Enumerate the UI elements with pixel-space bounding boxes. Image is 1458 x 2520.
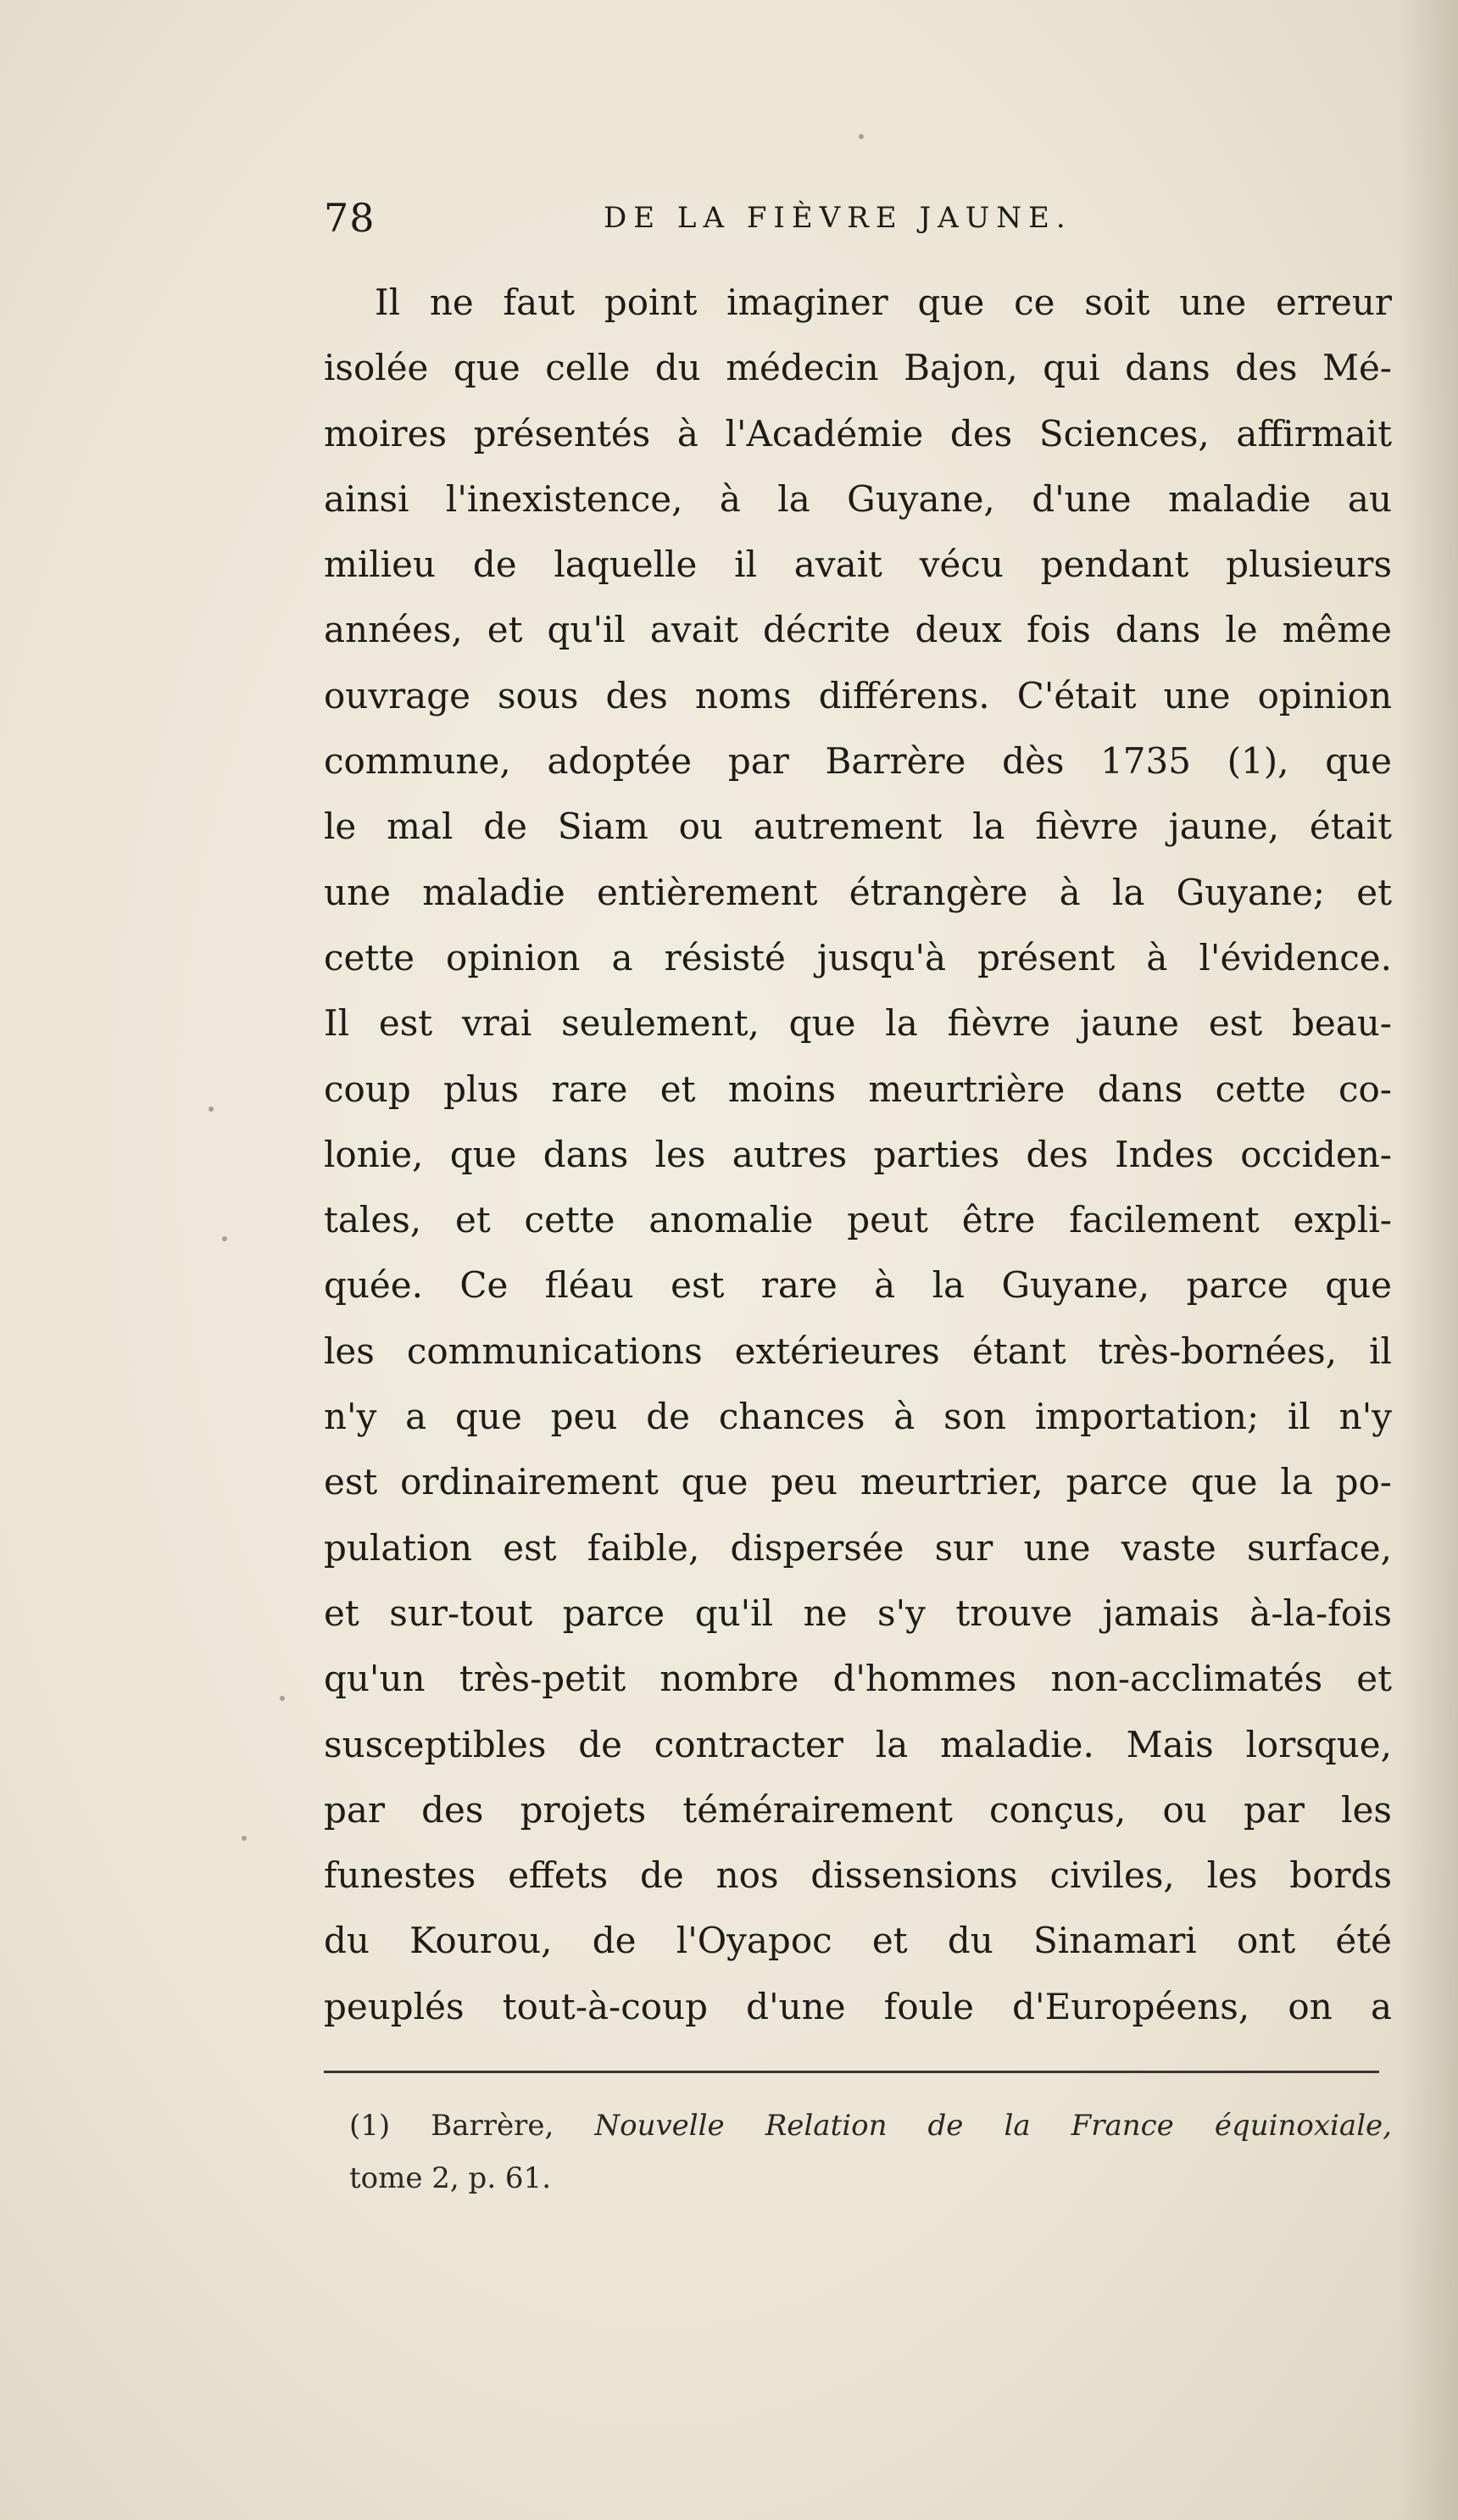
text-line: Il ne faut point imaginer que ce soit une erreur	[375, 282, 1392, 323]
text-line: moires présentés à l'Académie des Sciences, affirmait	[324, 412, 1392, 454]
page-edge-shadow	[1399, 0, 1458, 2520]
text-line: le mal de Siam ou autrement la fièvre jaune, était	[324, 806, 1392, 848]
running-head	[324, 188, 1392, 248]
paper-speck	[280, 1696, 285, 1701]
footnote	[349, 2099, 1392, 2205]
text-line: lonie, que dans les autres parties des Indes occiden-	[324, 1133, 1392, 1175]
text-line: est ordinairement que peu meurtrier, parce que la po-	[324, 1461, 1392, 1503]
text-line: une maladie entièrement étrangère à la Guyane; et	[324, 871, 1392, 913]
footnote-title: Nouvelle Relation de la France équinoxiale,	[594, 2109, 1392, 2143]
text-line: cette opinion a résisté jusqu'à présent à l'évidence.	[324, 936, 1392, 978]
text-line: isolée que celle du médecin Bajon, qui dans des Mé-	[324, 347, 1392, 389]
text-line: coup plus rare et moins meurtrière dans cette co-	[324, 1068, 1392, 1110]
text-line: n'y a que peu de chances à son importation; il n'y	[324, 1396, 1392, 1438]
running-title: DE LA FIÈVRE JAUNE.	[604, 201, 1072, 235]
text-line: susceptibles de contracter la maladie. Mais lorsque,	[324, 1723, 1392, 1765]
text-line: tales, et cette anomalie peut être facilement expli-	[324, 1199, 1392, 1241]
paper-speck	[209, 1107, 214, 1112]
text-line: quée. Ce fléau est rare à la Guyane, parce que	[324, 1264, 1392, 1307]
text-line: par des projets témérairement conçus, ou par les	[324, 1788, 1392, 1831]
paper-speck	[222, 1236, 227, 1241]
page-number: 78	[324, 195, 376, 241]
paper-speck	[242, 1836, 247, 1841]
footnote-rule	[324, 2071, 1379, 2073]
paper-speck	[859, 134, 864, 139]
text-line: funestes effets de nos dissensions civiles, les bords	[324, 1854, 1392, 1897]
text-line: ainsi l'inexistence, à la Guyane, d'une maladie au	[324, 477, 1392, 520]
text-line: peuplés tout-à-coup d'une foule d'Européens, on a	[324, 1985, 1392, 2027]
footnote-line	[349, 2152, 1392, 2205]
footnote-author: Barrère,	[431, 2109, 554, 2143]
body-text	[324, 270, 1392, 2039]
text-line: pulation est faible, dispersée sur une vaste surface,	[324, 1526, 1392, 1569]
text-line: et sur-tout parce qu'il ne s'y trouve jamais à-la-fois	[324, 1592, 1392, 1634]
text-line: années, et qu'il avait décrite deux fois dans le même	[324, 609, 1392, 651]
text-line: qu'un très-petit nombre d'hommes non-acclimatés et	[324, 1658, 1392, 1700]
footnote-line	[349, 2099, 1392, 2152]
text-line: commune, adoptée par Barrère dès 1735 (1), que	[324, 740, 1392, 783]
text-line: du Kourou, de l'Oyapoc et du Sinamari ont été	[324, 1920, 1392, 1962]
text-line: milieu de laquelle il avait vécu pendant plusieurs	[324, 544, 1392, 586]
footnote-marker: (1)	[349, 2109, 391, 2143]
text-line: ouvrage sous des noms différens. C'était une opinion	[324, 674, 1392, 716]
footnote-reference: tome 2, p. 61.	[349, 2161, 551, 2195]
text-line: les communications extérieures étant très-bornées, il	[324, 1330, 1392, 1372]
text-line: Il est vrai seulement, que la fièvre jaune est beau-	[324, 1002, 1392, 1045]
